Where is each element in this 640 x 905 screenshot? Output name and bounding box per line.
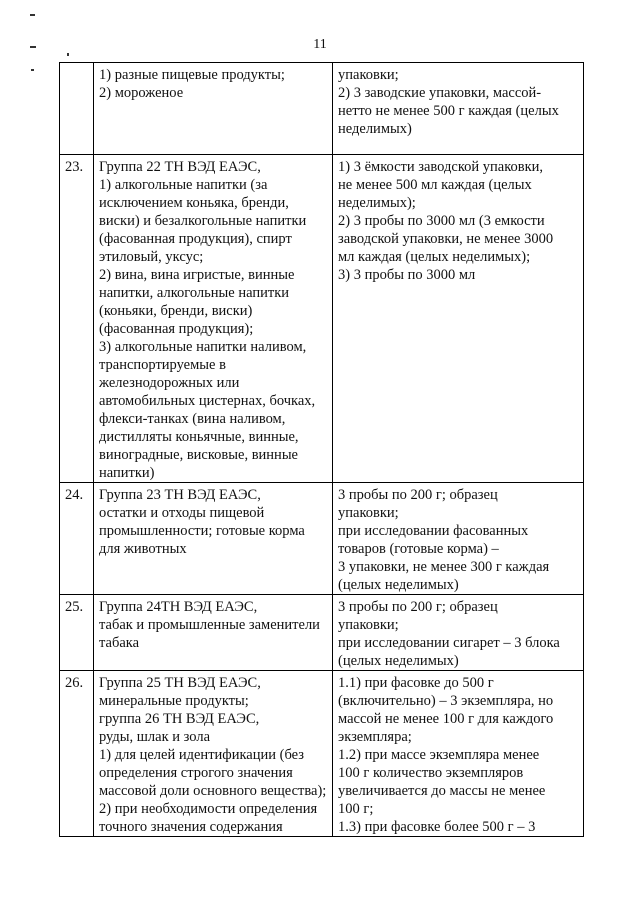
sampling-line: 100 г количество экземпляров: [338, 765, 524, 781]
sampling-line: массой не менее 100 г для каждого: [338, 711, 554, 727]
description-line: остатки и отходы пищевой: [99, 505, 265, 521]
description-line: 2) вина, вина игристые, винные: [99, 267, 295, 283]
description-line: (коньяки, бренди, виски): [99, 303, 253, 319]
sampling-line: товаров (готовые корма) –: [338, 541, 499, 557]
description-line: напитки, алкогольные напитки: [99, 285, 289, 301]
description-line: 1) для целей идентификации (без: [99, 747, 304, 763]
sampling-line: не менее 500 мл каждая (целых: [338, 177, 532, 193]
description-line: руды, шлак и зола: [99, 729, 211, 745]
sampling-line: 100 г;: [338, 801, 374, 817]
description-line: Группа 25 ТН ВЭД ЕАЭС,: [99, 675, 261, 691]
description-line: дистилляты коньячные, винные,: [99, 429, 299, 445]
sampling-line: неделимых): [338, 121, 412, 137]
description-line: флекси-танках (вина наливом,: [99, 411, 286, 427]
description-line: табак и промышленные заменители: [99, 617, 320, 633]
row-number: 26.: [60, 671, 94, 837]
description-line: 1) разные пищевые продукты;: [99, 67, 285, 83]
description-line: табака: [99, 635, 140, 651]
table-row: [60, 63, 584, 155]
row-number: 25.: [60, 595, 94, 671]
row-description: [94, 595, 333, 671]
sampling-line: упаковки;: [338, 67, 399, 83]
table-row: [60, 155, 584, 483]
sampling-line: мл каждая (целых неделимых);: [338, 249, 531, 265]
description-line: для животных: [99, 541, 187, 557]
sampling-line: 1) 3 ёмкости заводской упаковки,: [338, 159, 544, 175]
sampling-line: при исследовании фасованных: [338, 523, 529, 539]
sampling-line: при исследовании сигарет – 3 блока: [338, 635, 560, 651]
table-row: [60, 671, 584, 837]
scan-mark: [31, 69, 34, 71]
description-line: 2) мороженое: [99, 85, 184, 101]
sampling-line: упаковки;: [338, 617, 399, 633]
row-sampling: [333, 595, 584, 671]
sampling-line: 2) 3 заводские упаковки, массой-: [338, 85, 542, 101]
description-line: 3) алкогольные напитки наливом,: [99, 339, 307, 355]
description-line: массовой доли основного вещества);: [99, 783, 327, 799]
table-row: [60, 483, 584, 595]
description-line: определения строгого значения: [99, 765, 293, 781]
description-line: Группа 24ТН ВЭД ЕАЭС,: [99, 599, 258, 615]
row-number: 24.: [60, 483, 94, 595]
scan-mark: [30, 14, 35, 16]
description-line: Группа 23 ТН ВЭД ЕАЭС,: [99, 487, 261, 503]
sampling-line: 1.2) при массе экземпляра менее: [338, 747, 540, 763]
description-line: 1) алкогольные напитки (за: [99, 177, 268, 193]
description-line: Группа 22 ТН ВЭД ЕАЭС,: [99, 159, 261, 175]
sampling-line: 3 пробы по 200 г; образец: [338, 487, 498, 503]
description-line: этиловый, уксус;: [99, 249, 204, 265]
sampling-line: 2) 3 пробы по 3000 мл (3 емкости: [338, 213, 545, 229]
sampling-line: (целых неделимых): [338, 577, 459, 593]
scan-mark: [67, 53, 69, 56]
description-line: напитки): [99, 465, 155, 481]
row-number: 23.: [60, 155, 94, 483]
row-description: [94, 63, 333, 155]
sampling-line: упаковки;: [338, 505, 399, 521]
sampling-line: нетто не менее 500 г каждая (целых: [338, 103, 559, 119]
description-line: минеральные продукты;: [99, 693, 249, 709]
description-line: 2) при необходимости определения: [99, 801, 318, 817]
description-line: виноградные, висковые, винные: [99, 447, 298, 463]
sampling-line: неделимых);: [338, 195, 416, 211]
description-line: исключением коньяка, бренди,: [99, 195, 289, 211]
sampling-line: 1.1) при фасовке до 500 г: [338, 675, 494, 691]
description-line: виски) и безалкогольные напитки: [99, 213, 307, 229]
row-sampling: [333, 671, 584, 837]
sampling-line: заводской упаковки, не менее 3000: [338, 231, 554, 247]
sampling-line: увеличивается до массы не менее: [338, 783, 546, 799]
sampling-line: экземпляра;: [338, 729, 412, 745]
sampling-line: 3 пробы по 200 г; образец: [338, 599, 498, 615]
description-line: (фасованная продукция), спирт: [99, 231, 292, 247]
description-line: группа 26 ТН ВЭД ЕАЭС,: [99, 711, 260, 727]
regulation-table: [59, 62, 584, 837]
description-line: автомобильных цистернах, бочках,: [99, 393, 316, 409]
sampling-line: 3) 3 пробы по 3000 мл: [338, 267, 476, 283]
description-line: железнодорожных или: [99, 375, 240, 391]
row-description: [94, 671, 333, 837]
table-row: [60, 595, 584, 671]
sampling-line: (включительно) – 3 экземпляра, но: [338, 693, 554, 709]
row-sampling: [333, 63, 584, 155]
row-sampling: [333, 483, 584, 595]
description-line: точного значения содержания: [99, 819, 283, 835]
sampling-line: 1.3) при фасовке более 500 г – 3: [338, 819, 536, 835]
description-line: (фасованная продукция);: [99, 321, 254, 337]
sampling-line: 3 упаковки, не менее 300 г каждая: [338, 559, 550, 575]
row-description: [94, 483, 333, 595]
description-line: промышленности; готовые корма: [99, 523, 305, 539]
sampling-line: (целых неделимых): [338, 653, 459, 669]
description-line: транспортируемые в: [99, 357, 226, 373]
page-number: 11: [313, 37, 327, 52]
row-sampling: [333, 155, 584, 483]
row-number: [60, 63, 94, 155]
row-description: [94, 155, 333, 483]
